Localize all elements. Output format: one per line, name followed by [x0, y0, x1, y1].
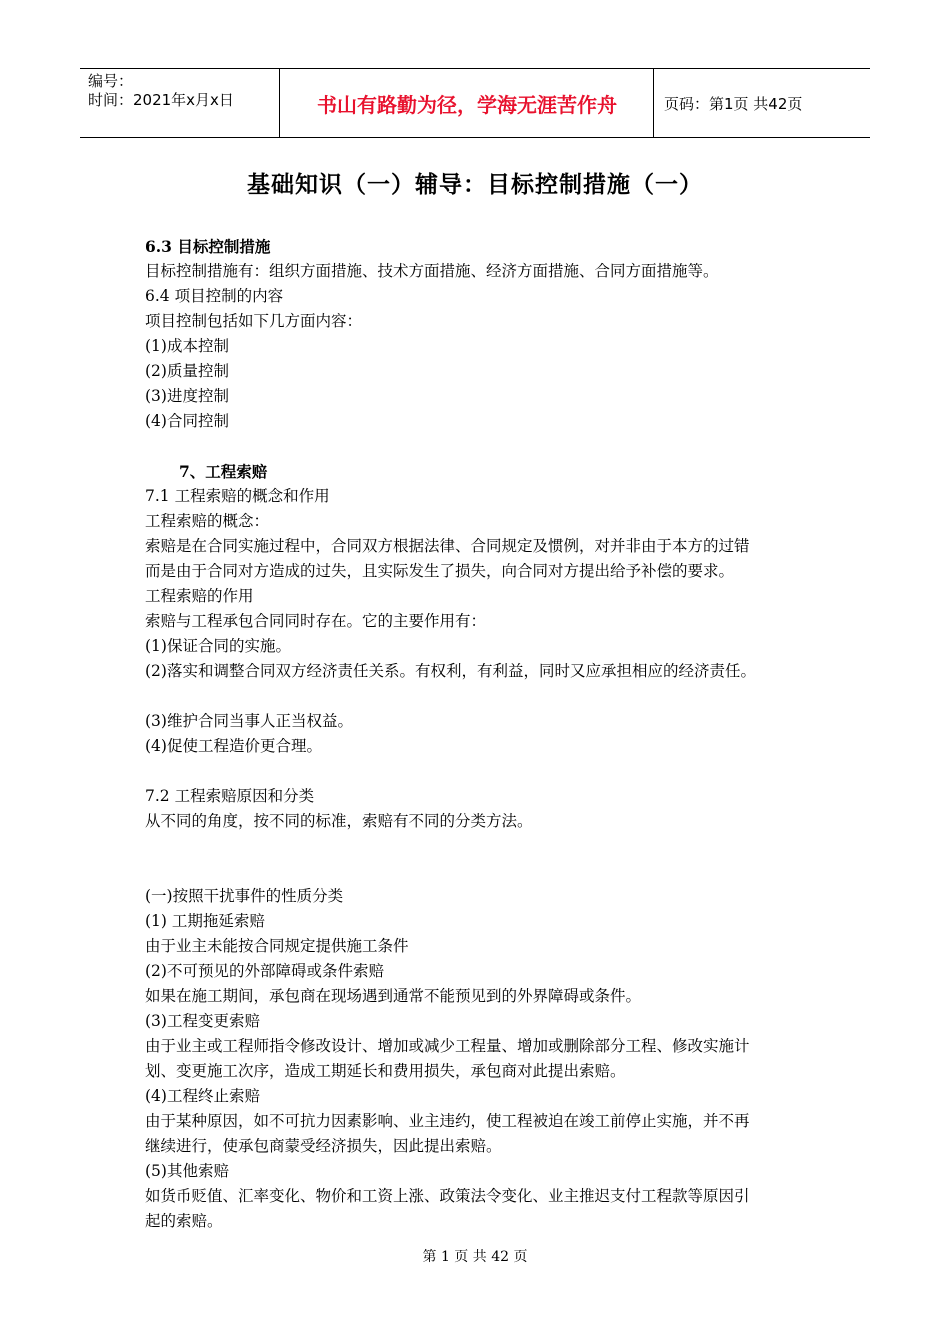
- body-line: 7.1 工程索赔的概念和作用: [145, 487, 330, 505]
- body-line: 工程索赔的作用: [145, 587, 254, 605]
- body-line: (3)维护合同当事人正当权益。: [145, 712, 353, 730]
- blank-line: [145, 684, 825, 709]
- body-line: 由于业主或工程师指令修改设计、增加或减少工程量、增加或删除部分工程、修改实施计: [145, 1037, 750, 1055]
- body-line: (2)质量控制: [145, 362, 229, 380]
- body-line: (1)保证合同的实施。: [145, 637, 291, 655]
- body-line: (1) 工期拖延索赔: [145, 912, 265, 930]
- body-line: 7.2 工程索赔原因和分类: [145, 787, 315, 805]
- body-line: (2)落实和调整合同双方经济责任关系。有权利，有利益，同时又应承担相应的经济责任。: [145, 662, 756, 680]
- body-line: 由于业主未能按合同规定提供施工条件: [145, 937, 409, 955]
- body-line: 目标控制措施有：组织方面措施、技术方面措施、经济方面措施、合同方面措施等。: [145, 262, 719, 280]
- blank-line: [145, 834, 825, 859]
- document-body: [145, 234, 825, 1234]
- header-motto: 书山有路勤为径，学海无涯苦作舟: [281, 69, 654, 137]
- header-page-info: 页码：第1页 共42页: [664, 94, 803, 113]
- body-line: 索赔是在合同实施过程中，合同双方根据法律、合同规定及惯例，对并非由于本方的过错: [145, 537, 750, 555]
- body-line: 从不同的角度，按不同的标准，索赔有不同的分类方法。: [145, 812, 533, 830]
- blank-line: [145, 434, 825, 459]
- body-line: 索赔与工程承包合同同时存在。它的主要作用有：: [145, 612, 487, 630]
- body-line: 如果在施工期间，承包商在现场遇到通常不能预见到的外界障碍或条件。: [145, 987, 642, 1005]
- body-line: 6.3 目标控制措施: [145, 237, 271, 256]
- body-line: 如货币贬值、汇率变化、物价和工资上涨、政策法令变化、业主推迟支付工程款等原因引: [145, 1187, 750, 1205]
- document-title: 基础知识（一）辅导：目标控制措施（一）: [247, 172, 703, 198]
- body-line: (3)工程变更索赔: [145, 1012, 260, 1030]
- body-line: (5)其他索赔: [145, 1162, 229, 1180]
- body-line: (4)工程终止索赔: [145, 1087, 260, 1105]
- body-line: 项目控制包括如下几方面内容：: [145, 312, 363, 330]
- body-line: 而是由于合同对方造成的过失，且实际发生了损失，向合同对方提出给予补偿的要求。: [145, 562, 735, 580]
- blank-line: [145, 859, 825, 884]
- header-number-label: 编号：: [88, 72, 134, 90]
- blank-line: [145, 759, 825, 784]
- body-line: (3)进度控制: [145, 387, 229, 405]
- body-line: (4)促使工程造价更合理。: [145, 737, 322, 755]
- body-line: (一)按照干扰事件的性质分类: [145, 887, 344, 905]
- body-line: (4)合同控制: [145, 412, 229, 430]
- body-line: 继续进行，使承包商蒙受经济损失，因此提出索赔。: [145, 1137, 502, 1155]
- body-line: (2)不可预见的外部障碍或条件索赔: [145, 962, 384, 980]
- page-footer: 第 1 页 共 42 页: [422, 1249, 528, 1265]
- body-line: 工程索赔的概念：: [145, 512, 270, 530]
- body-line: 划、变更施工次序，造成工期延长和费用损失，承包商对此提出索赔。: [145, 1062, 626, 1080]
- body-line: 6.4 项目控制的内容: [145, 287, 284, 305]
- header-time-label: 时间：2021年x月x日: [88, 91, 234, 109]
- header-meta: [80, 69, 280, 137]
- body-line: 起的索赔。: [145, 1212, 223, 1230]
- body-line: 由于某种原因，如不可抗力因素影响、业主违约，使工程被迫在竣工前停止实施，并不再: [145, 1112, 750, 1130]
- page-header: [80, 68, 870, 138]
- body-line: (1)成本控制: [145, 337, 229, 355]
- body-line: 7、工程索赔: [179, 462, 268, 481]
